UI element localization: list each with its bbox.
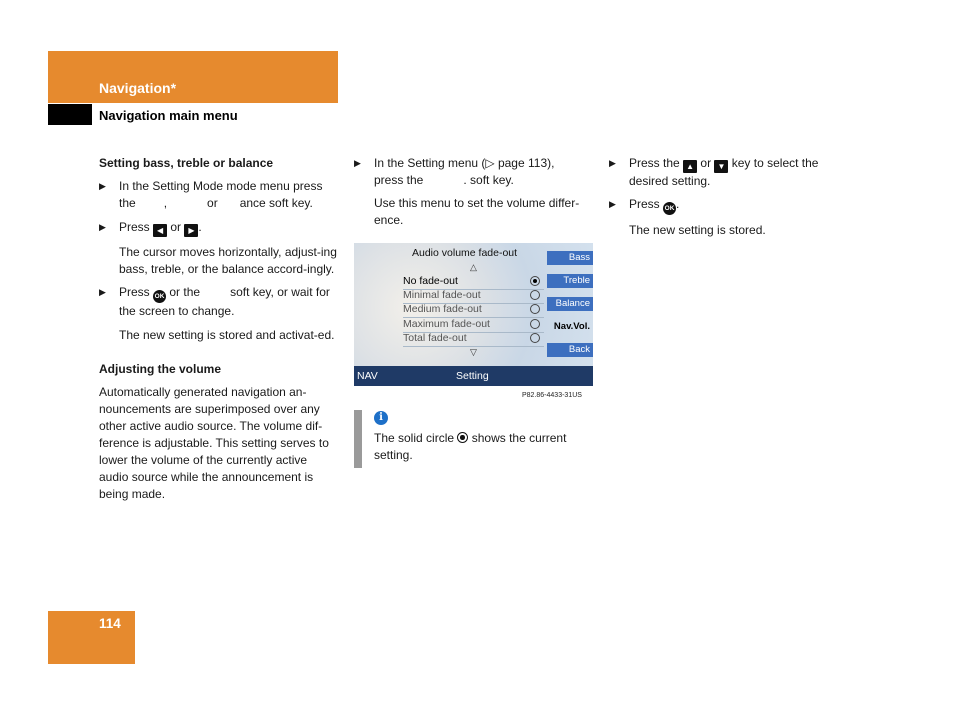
column-3 [609,155,849,239]
bullet-arrow-icon: ▶ [99,181,106,191]
scroll-down-icon: ▽ [470,347,477,357]
info-icon: i [374,411,388,425]
page-number: 114 [99,616,121,631]
bullet-arrow-icon: ▶ [99,287,106,297]
screen-title: Audio volume fade-out [412,247,518,259]
audio-fadeout-screen [354,243,593,386]
step-3: ▶ Press OK or the soft key, or wait for the screen to change. [99,285,330,318]
radio-icon [530,333,540,343]
bullet-arrow-icon: ▶ [354,158,361,168]
volume-diff-paragraph: Use this menu to set the volume differ-ence. [374,196,580,227]
step-1-line2: the , or ance soft key. [119,196,313,210]
ok-button-icon: OK [153,290,166,303]
cursor-paragraph: The cursor moves horizontally, adjust-ing bass, treble, or the balance accord-ingly. [119,245,337,276]
info-note-text: The solid circle shows the current setting. [374,431,567,462]
status-nav-label: NAV [357,370,378,382]
down-key-icon: ▼ [714,160,728,173]
step-setting-menu: ▶ In the Setting menu (▷ page 113), press the . soft key. [354,156,555,187]
column-2 [354,155,594,229]
step-1 [99,178,339,212]
option-minimal-fade-out: Minimal fade-out [403,289,544,304]
option-total-fade-out: Total fade-out [403,332,544,347]
option-maximum-fade-out: Maximum fade-out [403,318,544,333]
radio-icon [530,290,540,300]
bullet-arrow-icon: ▶ [609,199,616,209]
left-key-icon: ◀ [153,224,167,237]
page-number-box [48,611,135,664]
status-setting-label: Setting [456,370,489,382]
softkey-nav-vol: Nav.Vol. [553,321,590,332]
up-key-icon: ▲ [683,160,697,173]
radio-icon [530,304,540,314]
softkey-treble: Treble [547,274,593,288]
step-press-ok: ▶ Press OK . [609,196,849,215]
ok-button-icon: OK [663,202,676,215]
bullet-arrow-icon: ▶ [609,158,616,168]
stored-paragraph: The new setting is stored and activat-ed. [119,328,335,342]
section-title: Navigation* [99,80,177,96]
column-1 [99,155,339,503]
solid-circle-icon [457,432,468,443]
info-note-bar [354,410,362,468]
scroll-up-icon: △ [470,262,477,272]
heading-bass-treble: Setting bass, treble or balance [99,156,274,170]
softkey-bass: Bass [547,251,593,265]
heading-adjusting-volume: Adjusting the volume [99,362,222,376]
subsection-marker [48,104,92,125]
softkey-back: Back [547,343,593,357]
bullet-arrow-icon: ▶ [99,222,106,232]
option-no-fade-out: No fade-out [403,275,544,290]
screen-status-bar [354,366,593,386]
selected-radio-icon [530,276,540,286]
softkey-balance: Balance [547,297,593,311]
right-key-icon: ▶ [184,224,198,237]
step-1-line1: In the Setting Mode mode menu press [119,179,323,193]
image-code: P82.86-4433-31US [522,392,582,399]
section-header-bar [48,51,338,103]
radio-icon [530,319,540,329]
option-medium-fade-out: Medium fade-out [403,303,544,318]
setting-stored-paragraph: The new setting is stored. [629,223,766,237]
step-select-setting: ▶ Press the ▲ or ▼ key to select the desired setting. [609,156,819,188]
step-2: ▶ Press ◀ or ▶ . [99,220,202,235]
volume-paragraph: Automatically generated navigation an-nouncements are superimposed over any other active audio source. The volume dif-ference is adjustable. This setting serves to lower the volume of the currently active audio source while the announcement is being made. [99,385,329,501]
subsection-title: Navigation main menu [99,108,238,123]
